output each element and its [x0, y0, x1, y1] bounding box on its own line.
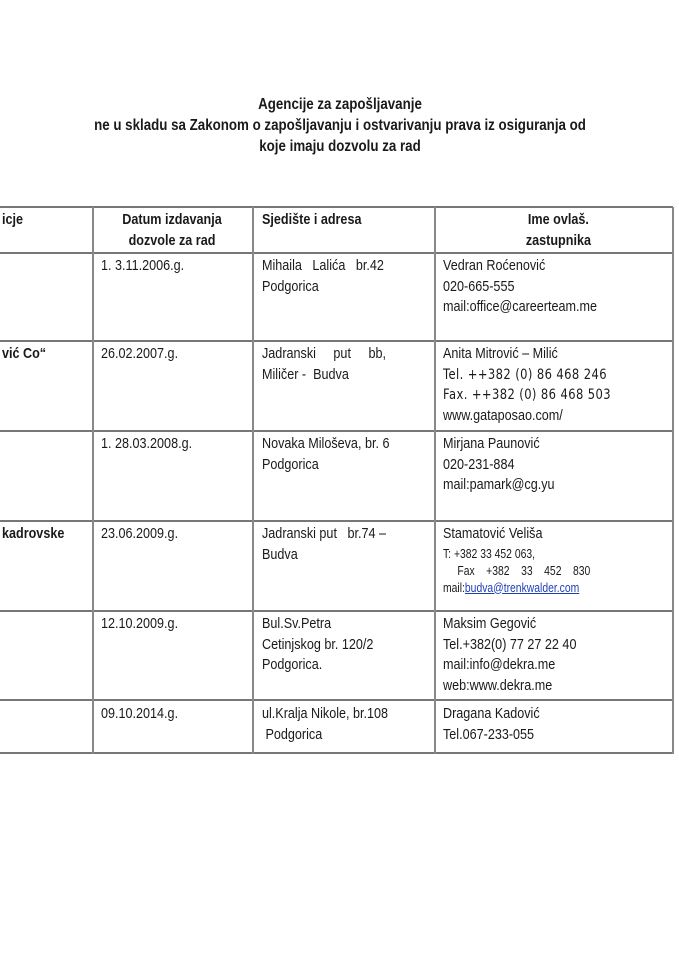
address-line: Podgorica [262, 725, 323, 743]
title-line-2: ne u skladu sa Zakonom o zapošljavanju i ostvarivanju prava iz osiguranja od [94, 117, 586, 134]
rep-email [443, 579, 590, 596]
row-divider [0, 520, 673, 522]
rep-name: Stamatović Veliša [443, 525, 543, 542]
row3-contact [443, 434, 555, 496]
header-permit-date-line2: dozvole za rad [128, 231, 216, 249]
row-divider [0, 340, 673, 342]
row4-address [262, 524, 386, 565]
rep-website: www.gataposao.com/ [443, 406, 563, 424]
table-border-bottom [0, 752, 673, 754]
address-line: ul.Kralja Nikole, br.108 [262, 705, 389, 722]
rep-email: mail:office@careerteam.me [443, 298, 598, 315]
rep-name: Vedran Roćenović [443, 257, 546, 274]
rep-name: Dragana Kadović [443, 705, 540, 722]
address-line: Budva [262, 545, 298, 563]
rep-website: web:www.dekra.me [443, 676, 553, 694]
rep-fax: Fax +382 33 452 830 [457, 562, 591, 578]
header-rep-line2: zastupnika [525, 231, 591, 249]
row6-address [262, 704, 388, 745]
row1-contact [443, 256, 597, 318]
header-representative [487, 210, 630, 251]
rep-phone: Tel.067-233-055 [443, 725, 535, 743]
row6-contact [443, 704, 540, 745]
row5-date: 12.10.2009.g. [101, 615, 179, 632]
rep-email: mail:pamark@cg.yu [443, 476, 555, 493]
row5-contact [443, 614, 576, 696]
address-line: Bul.Sv.Petra [262, 615, 332, 632]
rep-name: Anita Mitrović – Milić [443, 345, 558, 362]
table-border-top [0, 206, 673, 208]
email-link[interactable]: budva@trenkwalder.com [464, 579, 580, 595]
row4-date: 23.06.2009.g. [101, 525, 179, 542]
rep-name: Maksim Gegović [443, 615, 537, 632]
title-line-3: koje imaju dozvolu za rad [259, 138, 421, 155]
header-permit-date-line1: Datum izdavanja [122, 211, 222, 228]
title-line-1: Agencije za zapošljavanje [258, 96, 422, 113]
rep-name: Mirjana Paunović [443, 435, 540, 452]
rep-email: mail:info@dekra.me [443, 656, 556, 673]
rep-phone: Tel.+382(0) 77 27 22 40 [443, 635, 577, 653]
rep-fax: Fax. ++382 (0) 86 468 503 [443, 387, 612, 403]
rep-phone: T: +382 33 452 063, [443, 545, 536, 561]
table-border-right [672, 207, 674, 754]
rep-phone: 020-665-555 [443, 277, 515, 295]
address-line: Mihaila Lalića br.42 [262, 257, 384, 274]
row2-address [262, 344, 386, 385]
header-permit-date [109, 210, 235, 251]
row2-contact [443, 344, 614, 426]
email-label: mail: [443, 579, 465, 595]
header-rep-line1: Ime ovlaš. [527, 211, 589, 228]
row6-date: 09.10.2014.g. [101, 705, 179, 722]
row-divider [0, 699, 673, 701]
row5-address [262, 614, 373, 676]
address-line: Podgorica. [262, 656, 323, 673]
rep-phone: Tel. ++382 (0) 86 468 246 [443, 366, 607, 383]
row4-name: kadrovske [2, 525, 65, 542]
address-line: Podgorica [262, 277, 319, 295]
address-line: Jadranski put br.74 – [262, 525, 386, 542]
row2-name: vić Co“ [2, 345, 47, 362]
address-line: Jadranski put bb, [262, 345, 386, 362]
row1-date: 1. 3.11.2006.g. [101, 257, 185, 274]
address-line: Cetinjskog br. 120/2 [262, 635, 374, 653]
address-line: Miličer - Budva [262, 365, 349, 383]
row-divider [0, 610, 673, 612]
header-address: Sjedište i adresa [262, 211, 362, 228]
row4-contact [443, 524, 598, 596]
rep-phone: 020-231-884 [443, 455, 515, 473]
column-divider [434, 207, 436, 754]
row3-date: 1. 28.03.2008.g. [101, 435, 193, 452]
header-agency-name: icje [2, 211, 24, 228]
row3-address [262, 434, 389, 475]
header-divider [0, 252, 673, 254]
address-line: Novaka Miloševa, br. 6 [262, 435, 390, 452]
row-divider [0, 430, 673, 432]
column-divider [92, 207, 94, 754]
row2-date: 26.02.2007.g. [101, 345, 179, 362]
column-divider [252, 207, 254, 754]
row1-address [262, 256, 384, 297]
address-line: Podgorica [262, 455, 319, 473]
